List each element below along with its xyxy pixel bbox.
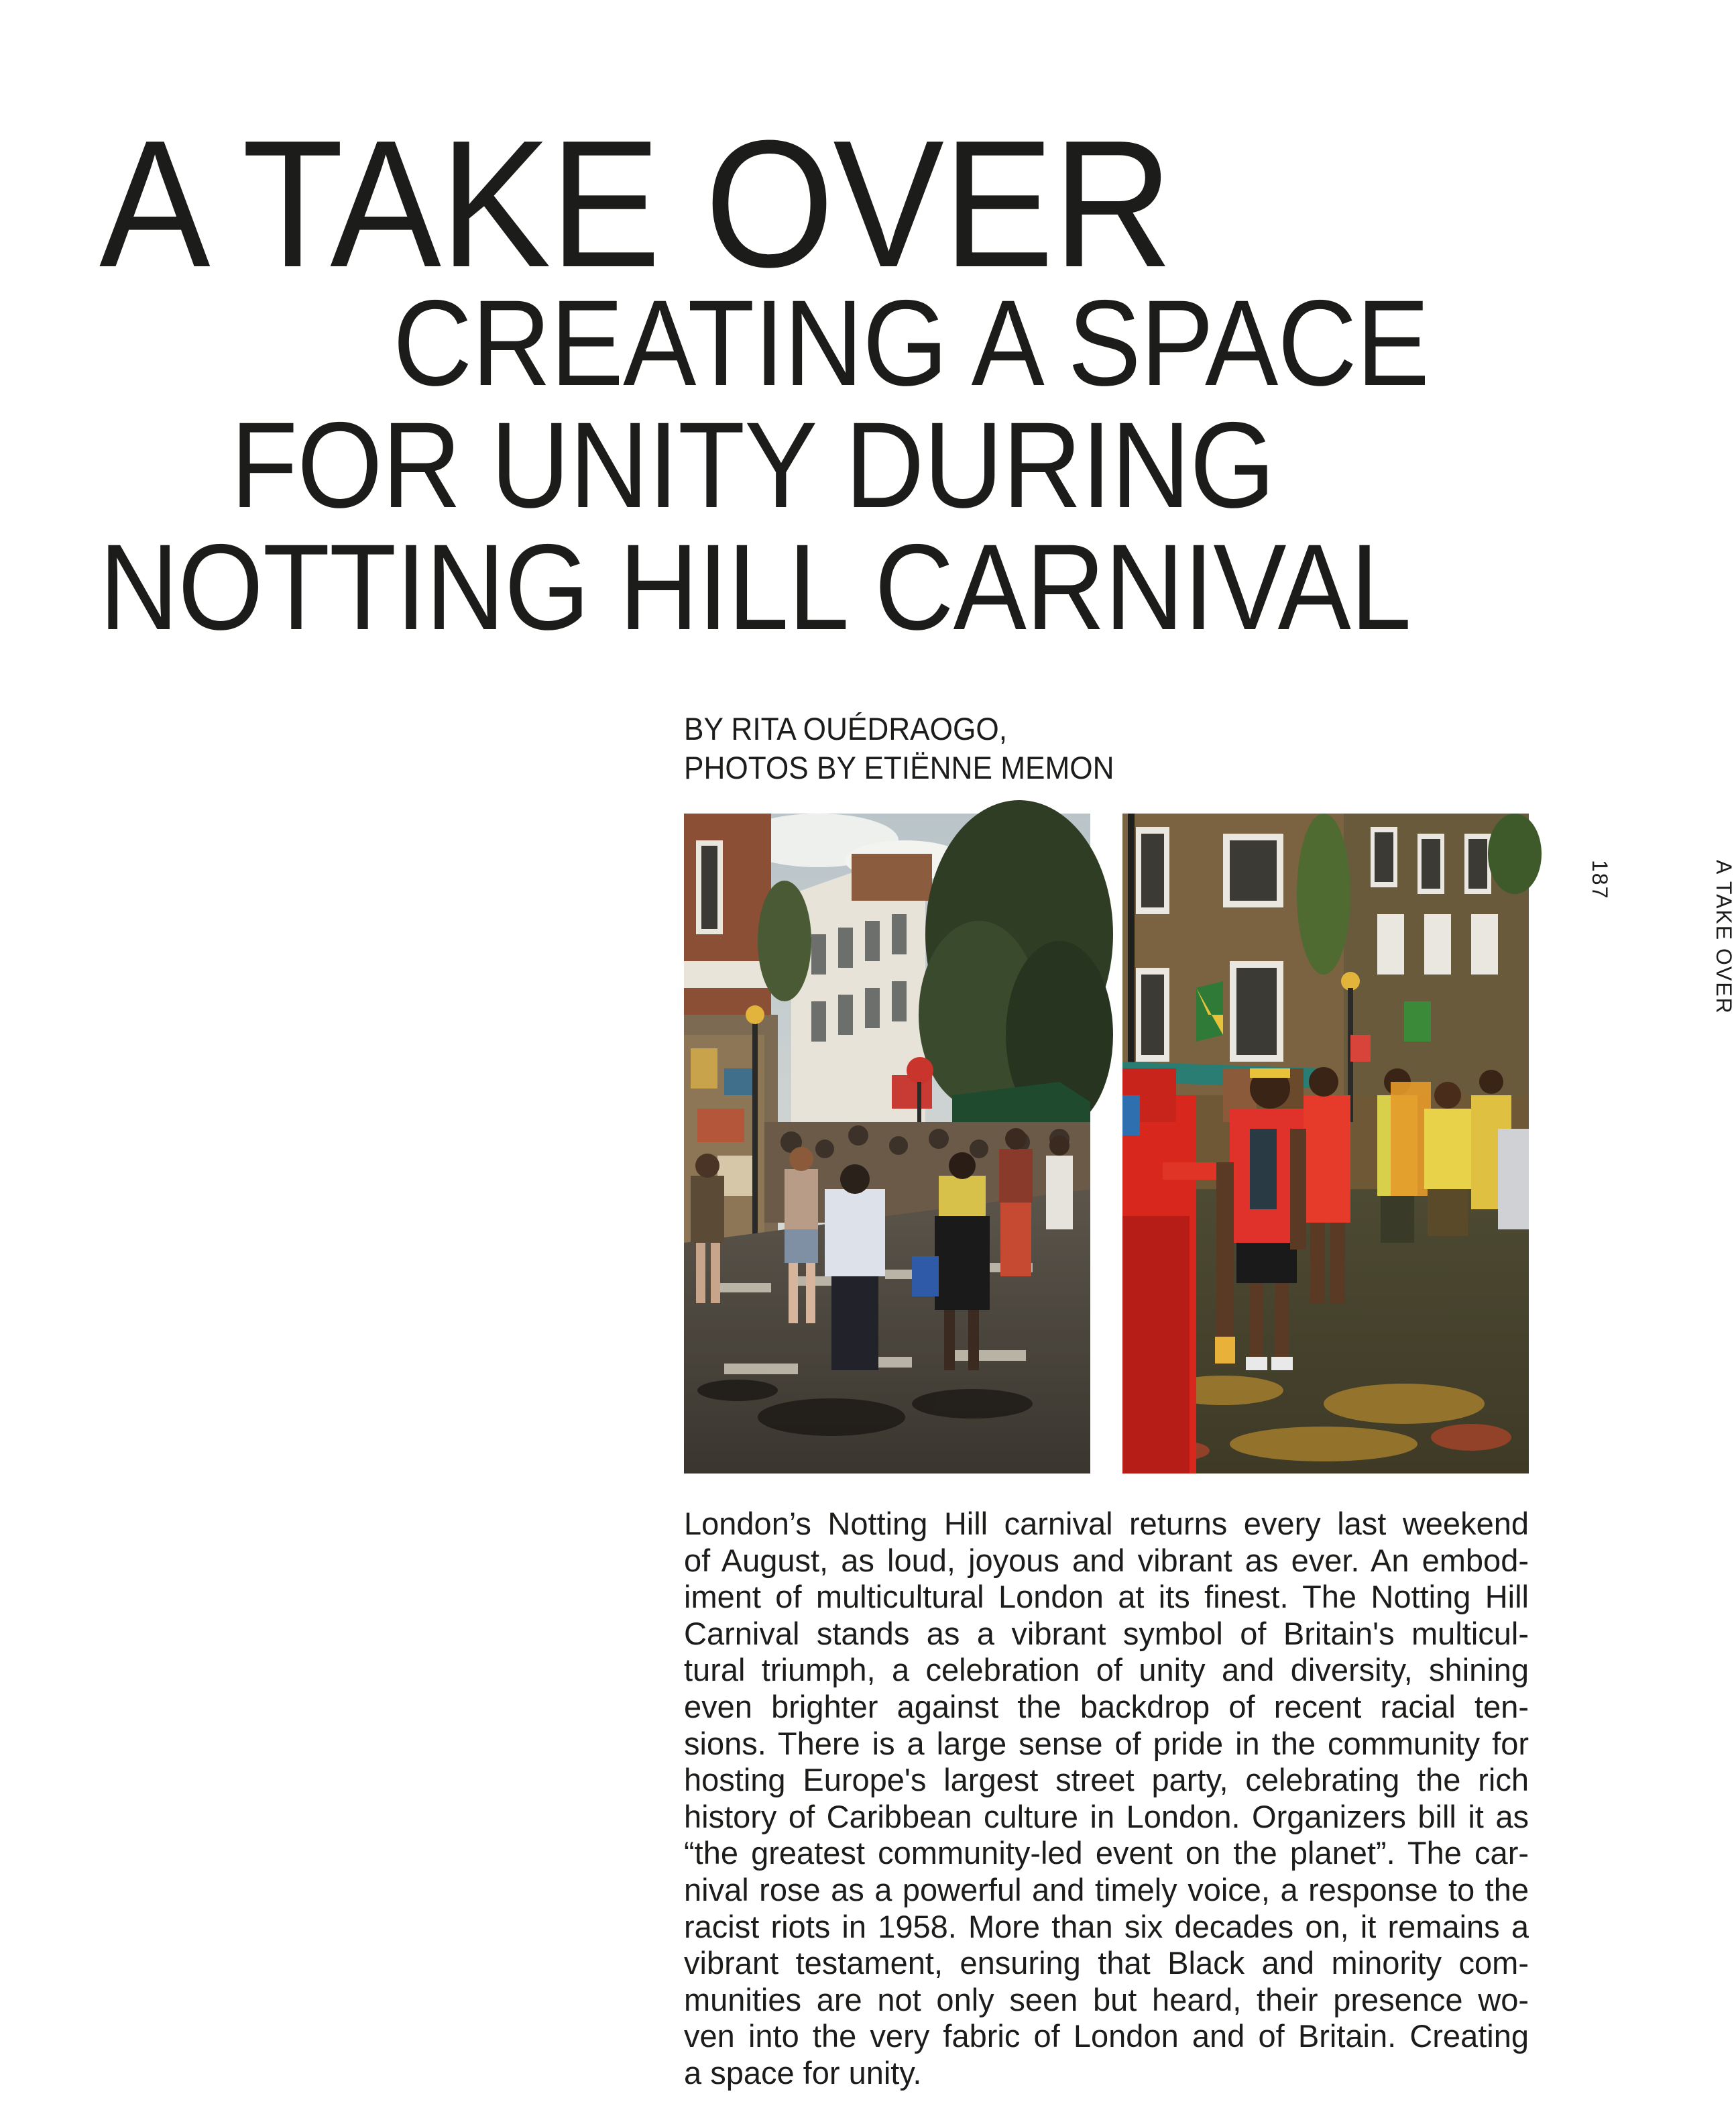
headline-line-2: CREATING A SPACE: [393, 274, 1430, 411]
body-line: iment of multicultural London at its finest. The Notting Hill: [684, 1579, 1529, 1615]
body-line: even brighter against the backdrop of recent racial ten-: [684, 1688, 1529, 1724]
headline-line-3: FOR UNITY DURING: [231, 396, 1275, 533]
carnival-crowd-photo: [1122, 814, 1529, 1474]
headline-line-4: NOTTING HILL CARNIVAL: [99, 518, 1411, 655]
body-line: nival rose as a powerful and timely voice, a response to the: [684, 1871, 1529, 1907]
body-line: history of Caribbean culture in London. Organizers bill it as: [684, 1798, 1529, 1834]
photo-credit: PHOTOS BY ETIËNNE MEMON: [684, 750, 1114, 785]
carnival-street-photo: [684, 814, 1090, 1474]
author-credit: BY RITA OUÉDRAOGO,: [684, 711, 1007, 746]
page-side-tab: [1581, 860, 1736, 1142]
running-head: A TAKE OVER: [1712, 860, 1736, 1015]
body-line: racist riots in 1958. More than six decades on, it remains a: [684, 1908, 1529, 1944]
body-line: ven into the very fabric of London and of Britain. Creating: [684, 2018, 1529, 2054]
body-line: tural triumph, a celebration of unity and diversity, shining: [684, 1652, 1529, 1688]
body-line: munities are not only seen but heard, their presence wo-: [684, 1981, 1529, 2017]
body-line: Carnival stands as a vibrant symbol of Britain's multicul-: [684, 1615, 1529, 1651]
body-line: London’s Notting Hill carnival returns every last weekend: [684, 1506, 1529, 1541]
headline-line-1: A TAKE OVER: [99, 103, 1172, 305]
article-body: [684, 1506, 1529, 2092]
body-line: hosting Europe's largest street party, celebrating the rich: [684, 1762, 1529, 1798]
body-line: a space for unity.: [684, 2054, 922, 2091]
body-line: vibrant testament, ensuring that Black and minority com-: [684, 1945, 1529, 1981]
page-number: 187: [1588, 860, 1612, 900]
body-line: sions. There is a large sense of pride in the community for: [684, 1725, 1529, 1761]
body-line: of August, as loud, joyous and vibrant as ever. An embod-: [684, 1542, 1529, 1578]
body-line: “the greatest community-led event on the planet”. The car-: [684, 1835, 1529, 1871]
byline: [684, 710, 1114, 787]
